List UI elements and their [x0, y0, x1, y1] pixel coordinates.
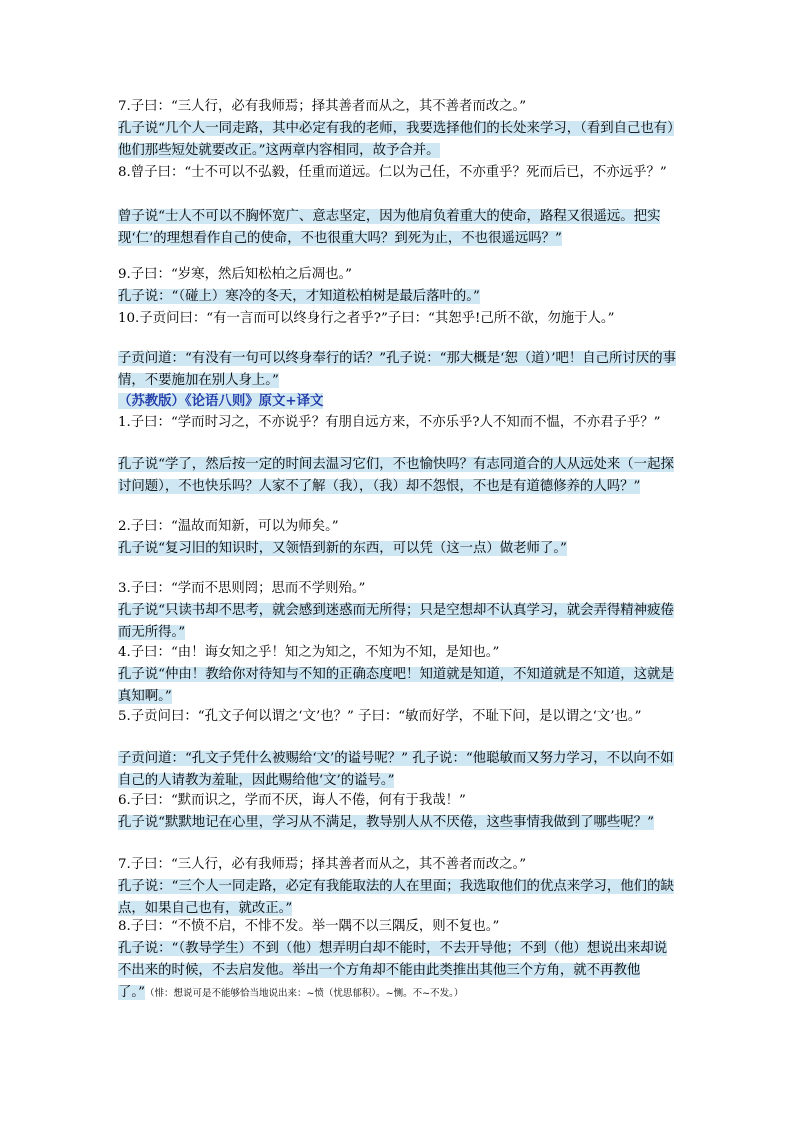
translation-text [118, 748, 678, 792]
original-text: 10.子贡问曰：“有一言而可以终身行之者乎?”子曰：“其恕乎!己所不欲，勿施于人。” [118, 311, 615, 326]
translation-text [118, 348, 678, 392]
translation-text [118, 812, 678, 834]
translation-text-span: 曾子说“士人不可以不胸怀宽广、意志坚定，因为他肩负着重大的使命，路程又很遥远。把实现‘仁’的理想看作自己的使命，不也很重大吗？到死为止，不也很遥远吗？” [118, 209, 661, 246]
translation-text [118, 938, 678, 1005]
original-text: 6.子曰：“默而识之，学而不厌，诲人不倦，何有于我哉！” [118, 793, 466, 808]
translation-text [118, 454, 678, 498]
section-heading-span: （苏教版）《论语八则》原文+译文 [118, 393, 324, 409]
original-text: 7.子曰：“三人行，必有我师焉；择其善者而从之，其不善者而改之。” [118, 99, 527, 114]
translation-text-span: 子贡问道：“有没有一句可以终身奉行的话？”孔子说：“那大概是‘恕（道）’吧！自己所讨厌的事情，不要施加在别人身上。” [118, 351, 676, 388]
original-text: 2.子曰：“温故而知新，可以为师矣。” [118, 519, 339, 534]
translation-text [118, 876, 678, 920]
translation-text [118, 118, 678, 162]
translation-text [118, 600, 678, 644]
translation-text [118, 664, 678, 708]
translation-text [118, 206, 678, 250]
original-text: 8.子曰：“不愤不启，不悱不发。举一隅不以三隅反，则不复也。” [118, 919, 500, 934]
section-heading [118, 390, 678, 412]
original-text: 7.子曰：“三人行，必有我师焉；择其善者而从之，其不善者而改之。” [118, 857, 527, 872]
translation-text-span: 孔子说：“（碰上）寒冷的冬天，才知道松柏树是最后落叶的。” [118, 289, 480, 304]
original-text: 9.子曰：“岁寒，然后知松柏之后凋也。” [118, 267, 353, 282]
translation-text-span: 孔子说“仲由！教给你对待知与不知的正确态度吧！知道就是知道，不知道就是不知道，这就是真知啊。” [118, 667, 674, 704]
original-text: 1.子曰：“学而时习之，不亦说乎？有朋自远方来，不亦乐乎?人不知而不愠，不亦君子乎？” [118, 415, 661, 430]
original-text: 8.曾子曰：“士不可以不弘毅，任重而道远。仁以为己任，不亦重乎？死而后已，不亦远乎？” [118, 165, 667, 180]
translation-text-span: 孔子说：“（教导学生）不到（他）想弄明白却不能时，不去开导他；不到（他）想说出来却说不出来的时候，不去启发他。举出一个方角却不能由此类推出其他三个方角，就不再教他了。” [118, 941, 668, 1000]
translation-text [118, 538, 678, 560]
translation-text-span: 子贡问道：“孔文子凭什么被赐给‘文’的谥号呢？” 孔子说：“他聪敏而又努力学习，不以向不如自己的人请教为羞耻，因此赐给他‘文’的谥号。” [118, 751, 674, 788]
translation-text-span: 孔子说“几个人一同走路，其中必定有我的老师，我要选择他们的长处来学习，（看到自己也有）他们那些短处就要改正。”这两章内容相同，故予合并。 [118, 121, 674, 158]
translation-text-span: 孔子说“复习旧的知识时，又领悟到新的东西，可以凭（这一点）做老师了。” [118, 541, 567, 556]
original-text: 3.子曰：“学而不思则罔；思而不学则殆。” [118, 581, 366, 596]
footnote-text: （悱：想说可是不能够恰当地说出来：~愤（忧思郁积）。~恻。不~不发。） [144, 988, 464, 999]
translation-text [118, 286, 678, 308]
translation-text-span: 孔子说“默默地记在心里，学习从不满足，教导别人从不厌倦，这些事情我做到了哪些呢？” [118, 815, 654, 830]
original-text: 4.子曰：“由！诲女知之乎！知之为知之，不知为不知，是知也。” [118, 645, 500, 660]
translation-text-span: 孔子说“只读书却不思考，就会感到迷惑而无所得；只是空想却不认真学习，就会弄得精神疲倦而无所得。” [118, 603, 674, 640]
original-text: 5.子贡问曰：“孔文子何以谓之‘文’也？” 子曰：“敏而好学，不耻下问，是以谓之‘文’也。” [118, 709, 642, 724]
translation-text-span: 孔子说“学了，然后按一定的时间去温习它们，不也愉快吗？有志同道合的人从远处来（一起探讨问题），不也快乐吗？人家不了解（我），（我）却不怨恨，不也是有道德修养的人吗？” [118, 457, 674, 494]
translation-text-span: 孔子说：“三个人一同走路，必定有我能取法的人在里面；我选取他们的优点来学习，他们的缺点，如果自己也有，就改正。” [118, 879, 674, 916]
